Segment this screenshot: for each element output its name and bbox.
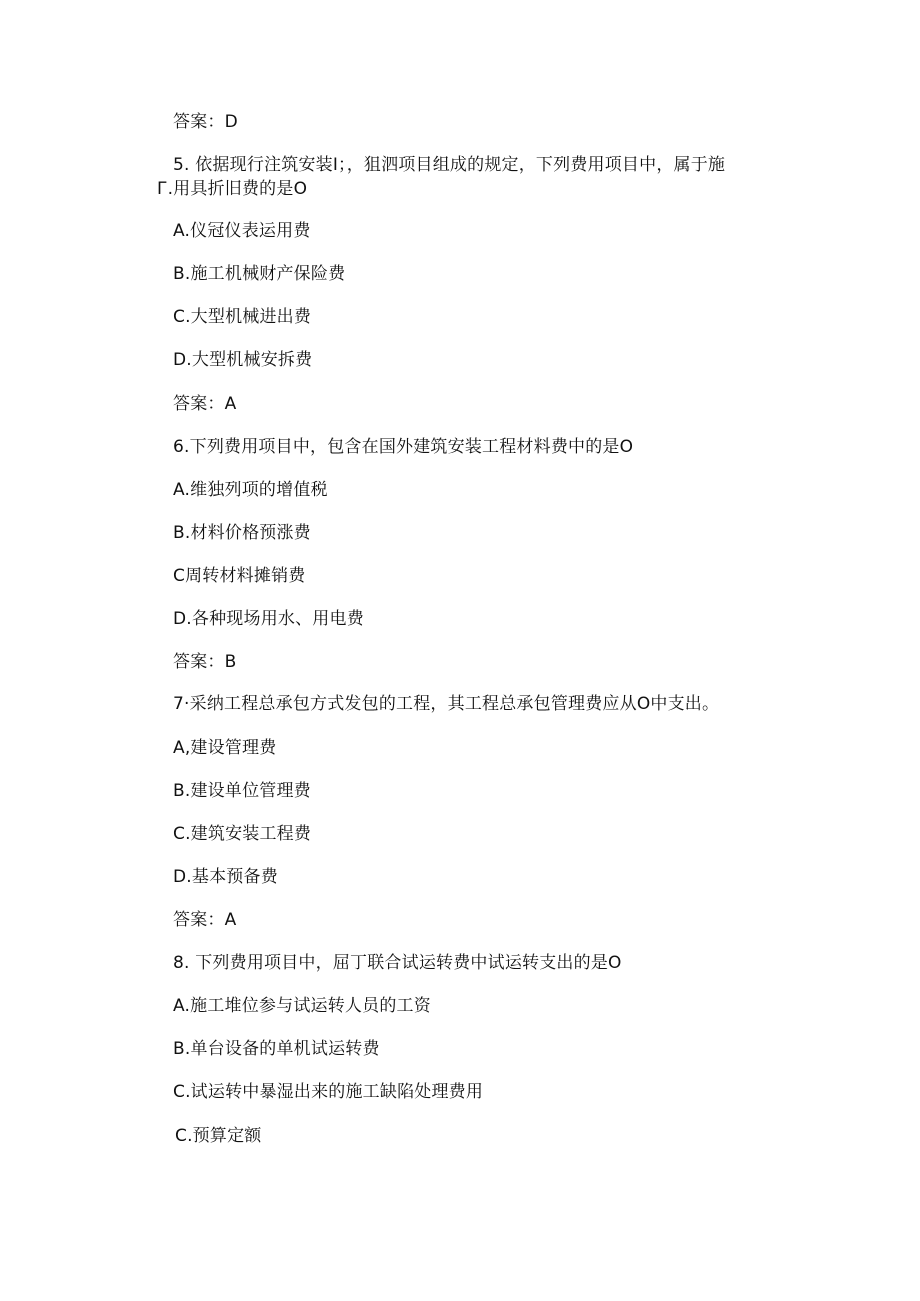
- option-c: C周转材料摊销费: [173, 566, 306, 586]
- question-5-line-1: 5. 依据现行注筑安装I；，狙泗项目组成的规定，下列费用项目中，属于施: [173, 155, 726, 175]
- question-5-line-2: Г.用具折旧费的是O: [157, 179, 308, 199]
- answer-line: 答案：D: [173, 112, 238, 132]
- answer-line: 答案：A: [173, 910, 237, 930]
- option-a: A.仪冠仪表运用费: [173, 221, 311, 241]
- option-c: C.试运转中暴湿出来的施工缺陷处理费用: [173, 1082, 484, 1102]
- answer-line: 答案：B: [173, 652, 237, 672]
- option-b: B.材料价格预涨费: [173, 523, 311, 543]
- question-8: 8. 下列费用项目中，屈丁联合试运转费中试运转支出的是O: [173, 953, 622, 973]
- option-b: B.施工机械财产保险费: [173, 264, 346, 284]
- option-c: C.大型机械进出费: [173, 307, 312, 327]
- answer-line: 答案：A: [173, 394, 237, 414]
- option-a: A.维独列项的增值税: [173, 480, 328, 500]
- option-d: D.各种现场用水、用电费: [173, 609, 364, 629]
- option-d: D.大型机械安拆费: [173, 350, 313, 370]
- option-b: B.建设单位管理费: [173, 781, 311, 801]
- option-a: A,建设管理费: [173, 738, 277, 758]
- option-a: A.施工堆位参与试运转人员的工资: [173, 996, 431, 1016]
- option-b: B.单台设备的单机试运转费: [173, 1039, 380, 1059]
- option-c: C.建筑安装工程费: [173, 824, 312, 844]
- option-c-duplicate: C.预算定额: [175, 1126, 262, 1146]
- option-d: D.基本预备费: [173, 867, 278, 887]
- question-6: 6.下列费用项目中，包含在国外建筑安装工程材料费中的是O: [173, 437, 634, 457]
- question-7: 7·采纳工程总承包方式发包的工程，其工程总承包管理费应从O中支出。: [173, 694, 720, 714]
